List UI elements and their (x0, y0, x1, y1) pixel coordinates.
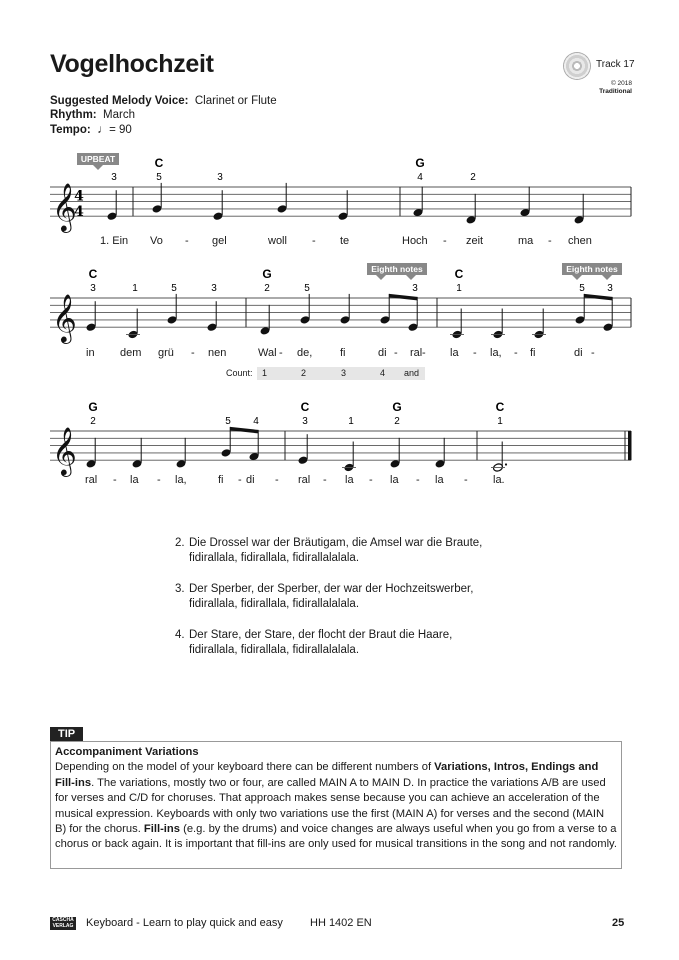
lyric-syllable: zeit (466, 235, 484, 247)
track-number: Track 17 (596, 59, 635, 70)
copyright: © 2018 (610, 80, 632, 87)
page-title: Vogelhochzeit (50, 50, 214, 78)
verse-line: fidirallala, fidirallala, fidirallalalala. (189, 598, 360, 610)
finger-number: 2 (394, 416, 400, 427)
callout-pointer (376, 275, 386, 280)
lyric-syllable: ral (298, 474, 311, 486)
lyric-syllable: la, (175, 474, 187, 486)
publisher-logo (50, 917, 76, 930)
lyric-syllable: grü (158, 347, 174, 359)
verse-4 (175, 628, 452, 658)
tip-bold: Variations, Intros, Endings and Fill-ins (55, 761, 599, 789)
finger-number: 4 (417, 172, 423, 183)
verse-number: 4. (175, 629, 185, 641)
tempo-value: = 90 (109, 124, 132, 136)
tip-label: TIP (50, 727, 83, 742)
chord-symbol: C (495, 400, 505, 414)
final-bar-thick (628, 431, 632, 460)
lyric-hyphen: - (464, 474, 468, 486)
tip-bold: Fill-ins (143, 823, 180, 836)
finger-number: 1 (497, 416, 503, 427)
lyric-hyphen: - (312, 235, 316, 247)
lyric-hyphen: - (113, 474, 117, 486)
treble-clef-icon: 𝄞 (52, 293, 77, 343)
finger-number: 5 (579, 283, 585, 294)
upbeat-callout: UPBEAT (77, 153, 119, 165)
tip-text-part: Depending on the model of your keyboard there can be different numbers of (55, 761, 435, 774)
lyric-syllable: fi (218, 474, 224, 486)
finger-number: 2 (90, 416, 96, 427)
melody-voice-label: Suggested Melody Voice: (50, 95, 189, 107)
lyric-syllable: nen (208, 347, 227, 359)
lyric-syllable: Wal (258, 347, 277, 359)
count-beat: 1 (262, 368, 268, 378)
treble-clef-icon: 𝄞 (52, 182, 77, 232)
lyric-hyphen: - (369, 474, 373, 486)
finger-number: 2 (470, 172, 476, 183)
lyric-hyphen: - (548, 235, 552, 247)
lyric-syllable: fi (530, 347, 536, 359)
beam (584, 294, 612, 301)
logo-line: VERLAG (52, 923, 74, 929)
lyric-syllable: la (435, 474, 444, 486)
eighth-notes-callout: Eighth notes (562, 263, 622, 275)
book-code: HH 1402 EN (310, 917, 372, 929)
lyric-syllable: la (390, 474, 399, 486)
lyric-syllable: woll (268, 235, 287, 247)
finger-number: 3 (302, 416, 308, 427)
finger-number: 1 (348, 416, 354, 427)
page-number: 25 (612, 917, 625, 929)
chord-symbol: C (154, 156, 164, 170)
book-title: Keyboard - Learn to play quick and easy (86, 917, 283, 929)
lyric-syllable: ral (410, 347, 423, 359)
chord-symbol: G (415, 156, 425, 170)
time-signature-top: 4 (74, 188, 84, 205)
time-signature-bottom: 4 (74, 204, 84, 221)
verse-3 (175, 582, 473, 612)
callout-pointer (93, 165, 103, 170)
count-beat: 2 (301, 368, 307, 378)
lyric-syllable: 1. Ein (100, 235, 129, 247)
lyric-hyphen: - (275, 474, 279, 486)
lyric-hyphen: - (323, 474, 327, 486)
finger-number: 4 (253, 416, 259, 427)
lyric-hyphen: - (422, 347, 426, 359)
chord-symbol: C (454, 267, 464, 281)
rhythm-label: Rhythm: (50, 109, 97, 121)
callout-pointer (406, 275, 416, 280)
treble-clef-icon: 𝄞 (52, 426, 77, 476)
finger-number: 3 (607, 283, 613, 294)
tip-box (50, 741, 622, 869)
lyric-hyphen: - (191, 347, 195, 359)
finger-number: 1 (456, 283, 462, 294)
chord-symbol: G (392, 400, 402, 414)
chord-symbol: C (88, 267, 98, 281)
lyric-syllable: la, (490, 347, 502, 359)
count-label: Count: (226, 368, 253, 378)
lyric-syllable: in (86, 347, 95, 359)
lyric-hyphen: - (157, 474, 161, 486)
logo-line: CASCHA (52, 917, 74, 923)
lyric-syllable: la (450, 347, 459, 359)
lyric-syllable: chen (568, 235, 592, 247)
dot (505, 463, 507, 465)
chord-symbol: G (262, 267, 272, 281)
lyric-hyphen: - (443, 235, 447, 247)
lyric-hyphen: - (473, 347, 477, 359)
tip-heading: Accompaniment Variations (55, 746, 199, 758)
beam (230, 427, 258, 434)
finger-number: 5 (171, 283, 177, 294)
lyric-syllable: dem (120, 347, 142, 359)
verse-line: Der Stare, der Stare, der flocht der Braut die Haare, (189, 629, 453, 641)
callout-pointer (602, 275, 612, 280)
finger-number: 5 (156, 172, 162, 183)
verse-line: fidirallala, fidirallala, fidirallalalala. (189, 644, 360, 656)
finger-number: 5 (304, 283, 310, 294)
finger-number: 5 (225, 416, 231, 427)
lyric-syllable: ma (518, 235, 534, 247)
tip-text-part: . The variations, mostly two or four, are called MAIN A to MAIN D. In practice the variations A/B are used for verses and C/D for choruses. That approach makes sense because you can achieve an acceleration of the musical expression. Keyboards with only two variations use the first (MAIN A) for verses and the second (MAIN B) for the chorus. (55, 776, 606, 836)
eighth-notes-callout: Eighth notes (367, 263, 427, 275)
lyric-hyphen: - (238, 474, 242, 486)
tip-text-part: (e.g. by the drums) and voice changes are always useful when you go from a verse to a chorus or back again. It is important that fill-ins are only used for musical transitions in the song and not randomly. (55, 823, 617, 851)
verse-number: 2. (175, 537, 185, 549)
lyric-syllable: la (345, 474, 354, 486)
count-beat: 3 (341, 368, 347, 378)
finger-number: 3 (211, 283, 217, 294)
callout-pointer (572, 275, 582, 280)
finger-number: 1 (132, 283, 138, 294)
beam (389, 294, 417, 301)
lyric-syllable: di (574, 347, 583, 359)
lyric-syllable: di (246, 474, 255, 486)
lyric-hyphen: - (394, 347, 398, 359)
lyric-hyphen: - (416, 474, 420, 486)
lyric-syllable: de, (297, 347, 313, 359)
rhythm-value: March (103, 109, 135, 121)
lyric-hyphen: - (514, 347, 518, 359)
verse-line: Der Sperber, der Sperber, der war der Hochzeitswerber, (189, 583, 474, 595)
lyric-syllable: Vo (150, 235, 163, 247)
lyric-hyphen: - (279, 347, 283, 359)
melody-voice-value: Clarinet or Flute (194, 95, 277, 107)
chord-symbol: G (88, 400, 98, 414)
lyric-syllable: la. (493, 474, 505, 486)
finger-number: 3 (217, 172, 223, 183)
verse-number: 3. (175, 583, 185, 595)
finger-number: 3 (90, 283, 96, 294)
tip-text (55, 761, 617, 850)
quarter-note-icon: ♩ (97, 122, 110, 136)
verse-line: Die Drossel war der Bräutigam, die Amsel war die Braute, (189, 537, 483, 549)
finger-number: 3 (111, 172, 117, 183)
lyric-syllable: di (378, 347, 387, 359)
verse-line: fidirallala, fidirallala, fidirallalalala. (189, 552, 360, 564)
lyric-syllable: ral (85, 474, 98, 486)
lyric-syllable: gel (212, 235, 227, 247)
lyric-syllable: la (130, 474, 139, 486)
lyric-syllable: te (340, 235, 350, 247)
source: Traditional (599, 88, 632, 95)
lyric-syllable: fi (340, 347, 346, 359)
lyric-hyphen: - (185, 235, 189, 247)
finger-number: 2 (264, 283, 270, 294)
count-beat: and (404, 368, 420, 378)
tempo-label: Tempo: (50, 124, 91, 136)
count-beat: 4 (380, 368, 386, 378)
finger-number: 3 (412, 283, 418, 294)
lyric-syllable: Hoch (402, 235, 428, 247)
lyric-hyphen: - (591, 347, 595, 359)
chord-symbol: C (300, 400, 310, 414)
verse-2 (175, 536, 482, 566)
